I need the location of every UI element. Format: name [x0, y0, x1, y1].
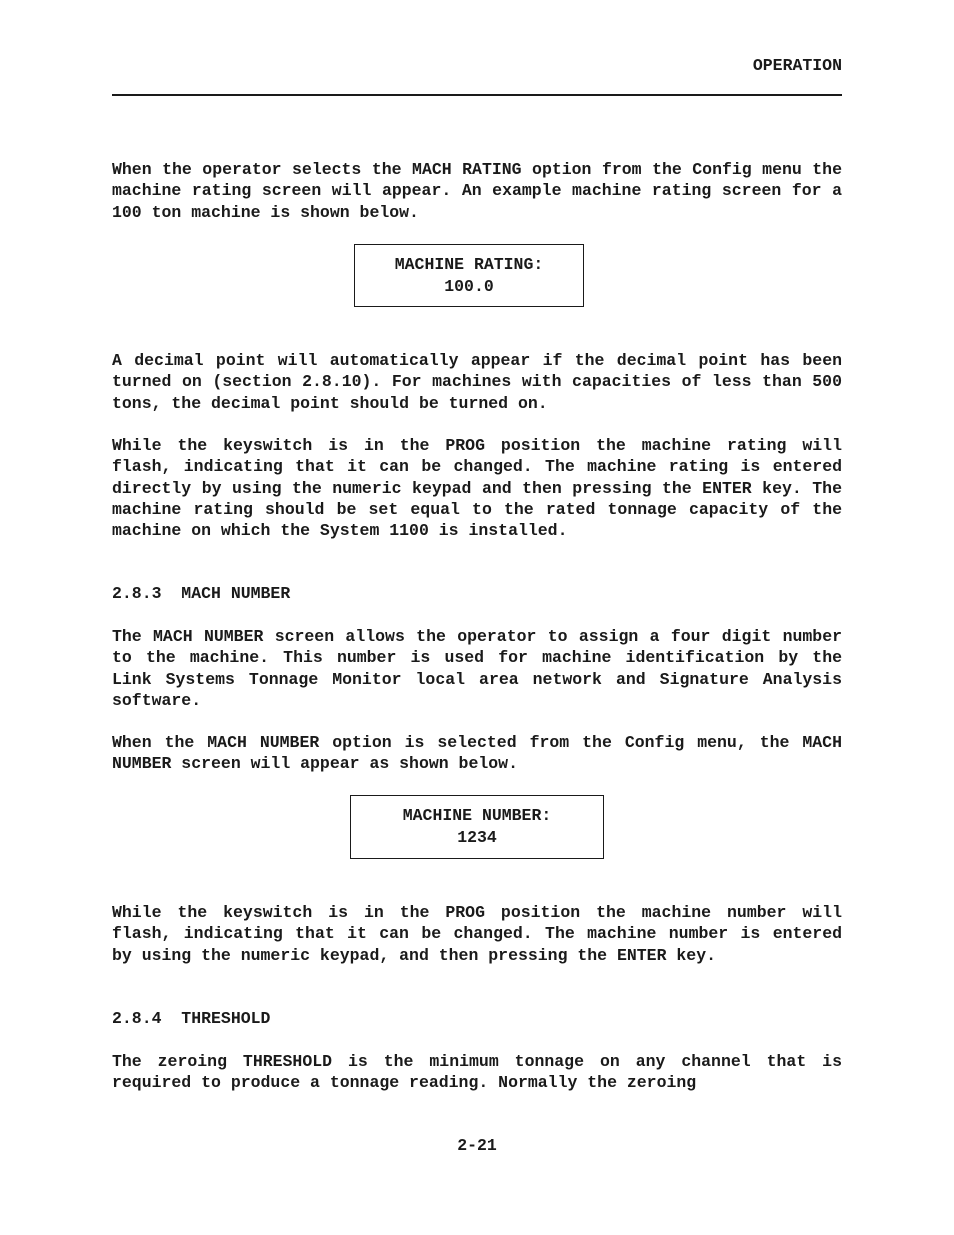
paragraph-rating-keyswitch: While the keyswitch is in the PROG position the machine rating will flash, indicating that it can be changed. The machine rating is entered directly by using the numeric keypad and then pressing the ENTER key. The machine rating should be set equal to the rated tonnage capacity of the machine on which the System 1100 is installed. [112, 436, 842, 541]
page-number: 2-21 [457, 1136, 497, 1155]
paragraph-threshold: The zeroing THRESHOLD is the minimum tonnage on any channel that is required to produce a tonnage reading. Normally the zeroing [112, 1052, 842, 1093]
running-header: OPERATION [752, 56, 842, 75]
section-heading-mach-number: 2.8.3 MACH NUMBER [112, 584, 291, 603]
paragraph-mach-number-option: When the MACH NUMBER option is selected from the Config menu, the MACH NUMBER screen will appear as shown below. [112, 733, 842, 774]
paragraph-mach-number-intro: The MACH NUMBER screen allows the operator to assign a four digit number to the machine. This number is used for machine identification by the Link Systems Tonnage Monitor local area network and Signature Analysis software. [112, 627, 842, 710]
paragraph-decimal-point: A decimal point will automatically appear if the decimal point has been turned on (section 2.8.10). For machines with capacities of less than 500 tons, the decimal point should be turned on. [112, 351, 842, 413]
section-heading-threshold: 2.8.4 THRESHOLD [112, 1009, 271, 1028]
paragraph-mach-rating-intro: When the operator selects the MACH RATING option from the Config menu the machine rating screen will appear. An example machine rating screen for a 100 ton machine is shown below. [112, 160, 842, 222]
machine-rating-label: MACHINE RATING: [394, 255, 544, 274]
machine-number-value: 1234 [457, 827, 497, 847]
machine-rating-value: 100.0 [444, 276, 494, 296]
machine-number-screen [350, 795, 604, 859]
paragraph-number-keyswitch: While the keyswitch is in the PROG position the machine number will flash, indicating that it can be changed. The machine number is entered by using the numeric keypad, and then pressing the ENTER key. [112, 903, 842, 965]
machine-rating-screen [354, 244, 584, 307]
header-rule [112, 94, 842, 96]
machine-number-label: MACHINE NUMBER: [402, 806, 552, 825]
